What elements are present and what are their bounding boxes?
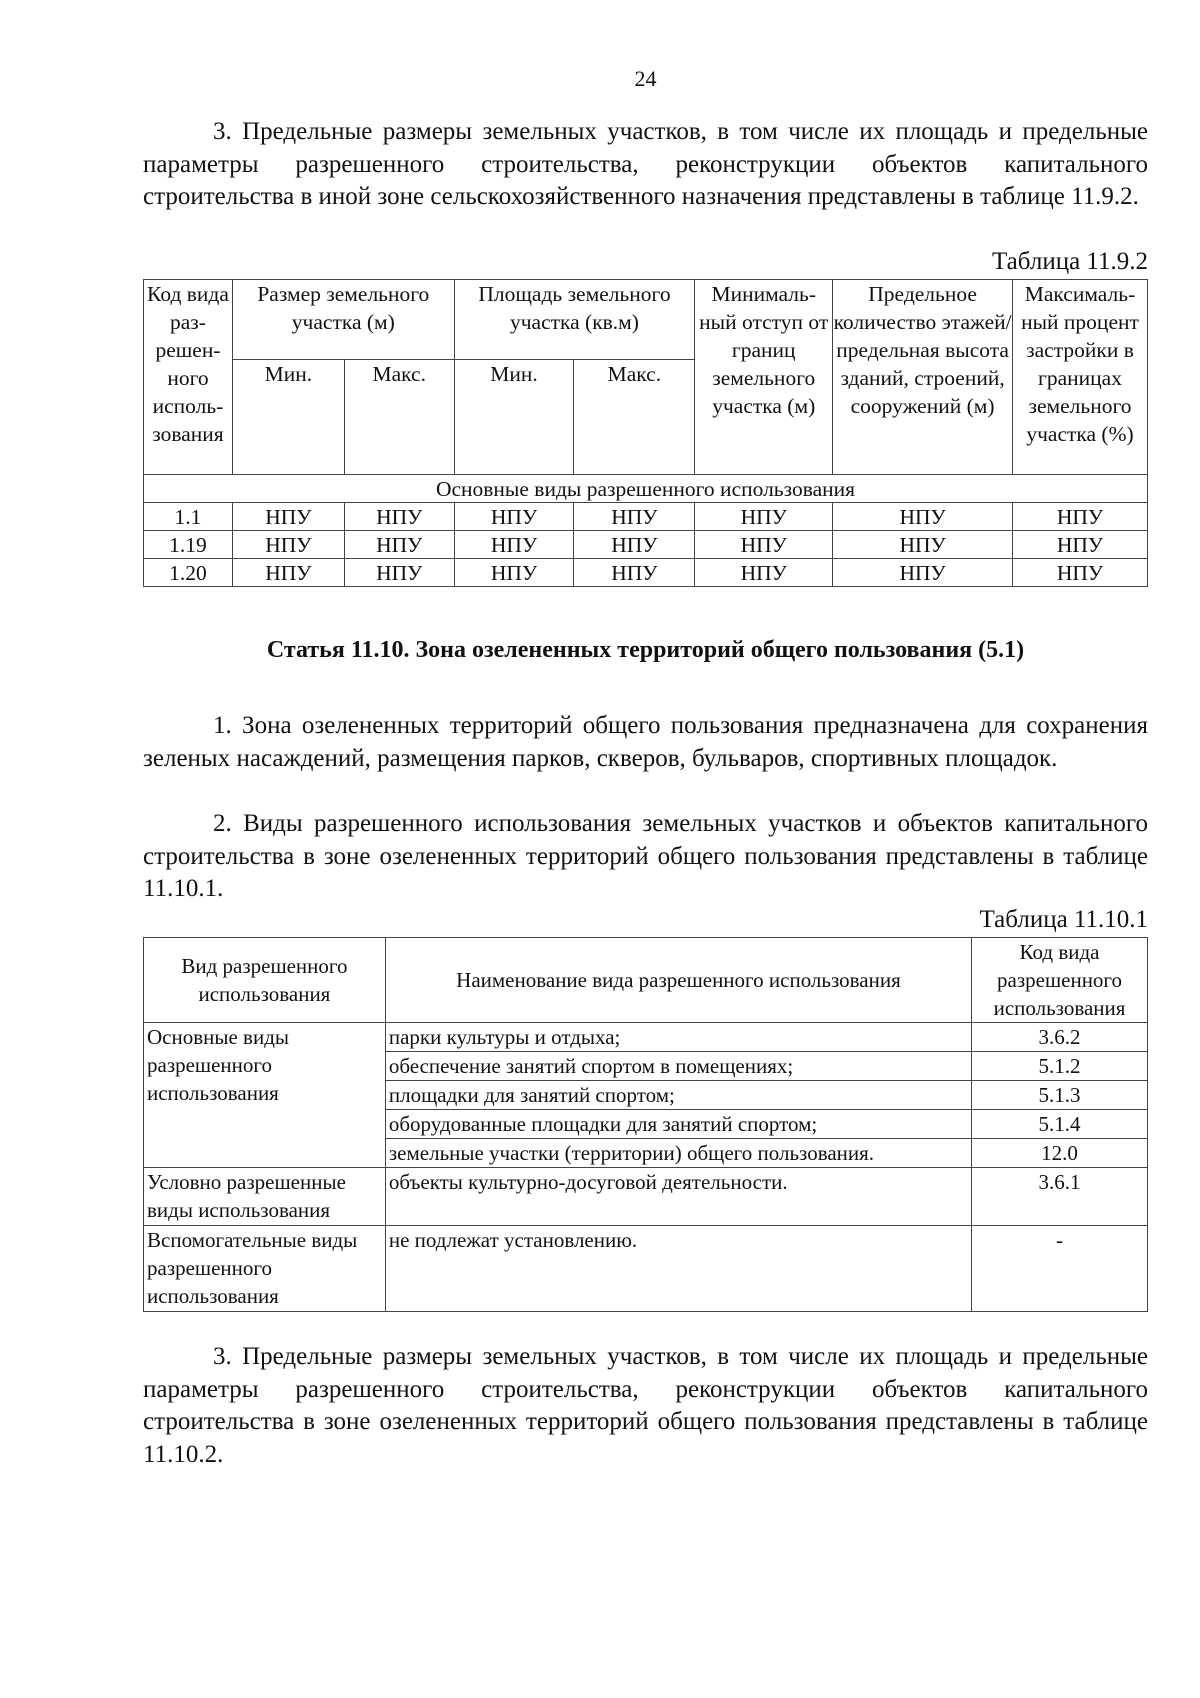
item-code: 5.1.2: [972, 1052, 1148, 1081]
header-setback: Минималь-ный отступ от границ земельного участка (м): [695, 280, 833, 475]
cell: НПУ: [833, 503, 1013, 531]
paragraph-text: 3. Предельные размеры земельных участков, в том числе их площадь и предельные параметры разрешенного строительства, реконструкции объектов капитального строительства в иной зоне сельскохозяйственного назначения представлены в таблице 11.9.2.: [143, 118, 1148, 210]
table-row: [144, 531, 1148, 559]
cell: НПУ: [695, 531, 833, 559]
cell: НПУ: [232, 559, 344, 587]
item-name: оборудованные площадки для занятий спортом;: [385, 1110, 971, 1139]
cell: НПУ: [1013, 531, 1148, 559]
cell: НПУ: [232, 531, 344, 559]
cell: НПУ: [1013, 503, 1148, 531]
item-name: площадки для занятий спортом;: [385, 1081, 971, 1110]
cell: НПУ: [574, 503, 695, 531]
cell: НПУ: [344, 559, 454, 587]
item-name: земельные участки (территории) общего пользования.: [385, 1139, 971, 1168]
header-code: Код вида раз-решен-ного исполь-зования: [144, 280, 233, 475]
cell: НПУ: [454, 503, 574, 531]
page-number: 24: [634, 66, 657, 91]
header-area-min: Мин.: [454, 360, 574, 475]
paragraph-3-limits-zone: [143, 1341, 1148, 1471]
paragraph-3-limits: [143, 116, 1148, 214]
article-heading: Статья 11.10. Зона озелененных территорий общего пользования (5.1): [266, 637, 1025, 663]
table-11-10-1: [143, 937, 1148, 1312]
header-type: Вид разрешенного использования: [144, 938, 386, 1023]
item-code: 3.6.1: [972, 1168, 1148, 1226]
item-name: не подлежат установлению.: [385, 1226, 971, 1312]
cell: НПУ: [1013, 559, 1148, 587]
item-code: 5.1.3: [972, 1081, 1148, 1110]
cell: НПУ: [695, 559, 833, 587]
header-code: Код вида разрешенного использования: [972, 938, 1148, 1023]
paragraph-1-zone: [143, 710, 1148, 775]
header-area: Площадь земельного участка (кв.м): [454, 280, 695, 360]
cell: НПУ: [574, 531, 695, 559]
item-code: 3.6.2: [972, 1023, 1148, 1052]
item-code: 5.1.4: [972, 1110, 1148, 1139]
cell-code: 1.1: [144, 503, 233, 531]
item-name: парки культуры и отдыха;: [385, 1023, 971, 1052]
table-caption-11-9-2: Таблица 11.9.2: [992, 248, 1148, 275]
header-size-max: Макс.: [344, 360, 454, 475]
cell: НПУ: [232, 503, 344, 531]
section-row: Основные виды разрешенного использования: [144, 475, 1148, 503]
cell-code: 1.20: [144, 559, 233, 587]
cell: НПУ: [454, 559, 574, 587]
header-size: Размер земельного участка (м): [232, 280, 454, 360]
group-type-auxiliary: Вспомогательные виды разрешенного использования: [144, 1226, 386, 1312]
header-name: Наименование вида разрешенного использования: [385, 938, 971, 1023]
cell: НПУ: [574, 559, 695, 587]
paragraph-text: 3. Предельные размеры земельных участков, в том числе их площадь и предельные параметры разрешенного строительства, реконструкции объектов капитального строительства в зоне озелененных территорий общего пользования представлены в таблице 11.10.2.: [143, 1343, 1148, 1468]
header-area-max: Макс.: [574, 360, 695, 475]
paragraph-2-types: [143, 808, 1148, 906]
cell: НПУ: [695, 503, 833, 531]
group-type-conditional: Условно разрешенные виды использования: [144, 1168, 386, 1226]
table-caption-11-10-1: Таблица 11.10.1: [979, 906, 1148, 933]
header-floors: Предельное количество этажей/ предельная высота зданий, строений, сооружений (м): [833, 280, 1013, 475]
item-code: 12.0: [972, 1139, 1148, 1168]
header-size-min: Мин.: [232, 360, 344, 475]
group-type-main: Основные виды разрешенного использования: [144, 1023, 386, 1168]
paragraph-text: 2. Виды разрешенного использования земельных участков и объектов капитального строительства в зоне озелененных территорий общего пользования представлены в таблице 11.10.1.: [143, 810, 1148, 902]
table-row: [144, 559, 1148, 587]
item-name: обеспечение занятий спортом в помещениях;: [385, 1052, 971, 1081]
cell: НПУ: [344, 531, 454, 559]
cell: НПУ: [833, 531, 1013, 559]
table-row: [144, 503, 1148, 531]
table-11-9-2: [143, 279, 1148, 587]
cell: НПУ: [454, 531, 574, 559]
item-name: объекты культурно-досуговой деятельности.: [385, 1168, 971, 1226]
cell-code: 1.19: [144, 531, 233, 559]
cell: НПУ: [833, 559, 1013, 587]
cell: НПУ: [344, 503, 454, 531]
paragraph-text: 1. Зона озелененных территорий общего пользования предназначена для сохранения зеленых насаждений, размещения парков, скверов, бульваров, спортивных площадок.: [143, 712, 1148, 772]
item-code: -: [972, 1226, 1148, 1312]
header-percent: Максималь-ный процент застройки в границах земельного участка (%): [1013, 280, 1148, 475]
